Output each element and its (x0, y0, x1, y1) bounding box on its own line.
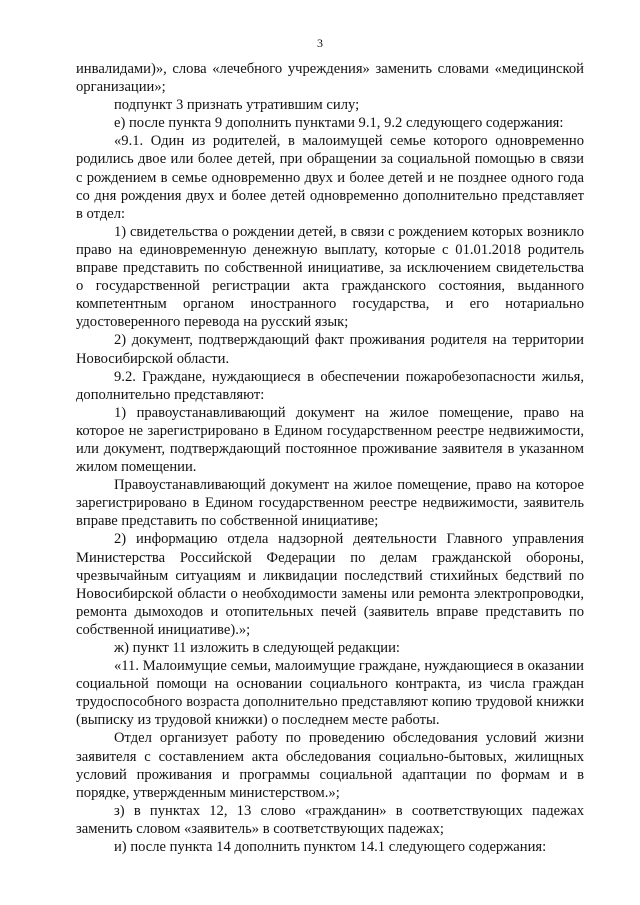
paragraph: 2) информацию отдела надзорной деятельности Главного управления Министерства Российской Федерации по делам гражданской обороны, чрезвычайным ситуациям и ликвидации последствий стихийных бедствий по Новосибирской области о необходимости замены или ремонта электропроводки, ремонта дымоходов и отопительных печей (заявитель вправе представить по собственной инициативе).»; (76, 531, 584, 638)
paragraph: инвалидами)», слова «лечебного учреждения» заменить словами «медицинской организации»; (76, 61, 584, 96)
document-body (76, 60, 584, 856)
page-number: 3 (317, 36, 323, 50)
paragraph: подпункт 3 признать утратившим силу; (114, 97, 360, 114)
paragraph: «9.1. Один из родителей, в малоимущей семье которого одновременно родились двое или более детей, при обращении за социальной помощью в связи с рождением в семье одновременно двух и более детей и не позднее одного года со дня рождения двух и более детей одновременно дополнительно представляет в отдел: (76, 133, 584, 222)
paragraph: 9.2. Граждане, нуждающиеся в обеспечении пожаробезопасности жилья, дополнительно представляют: (76, 368, 584, 403)
paragraph: 1) свидетельства о рождении детей, в связи с рождением которых возникло право на единовременную денежную выплату, которые с 01.01.2018 родитель вправе представить по собственной инициативе, за исключением свидетельства о государственной регистрации акта гражданского состояния, выданного компетентным органом иностранного государства, и его нотариально удостоверенного перевода на русский язык; (76, 223, 584, 331)
paragraph: е) после пункта 9 дополнить пунктами 9.1, 9.2 следующего содержания: (114, 115, 564, 132)
paragraph: 1) правоустанавливающий документ на жилое помещение, право на которое не зарегистрировано в Едином государственном реестре недвижимости, или документ, подтверждающий постоянное проживание заявителя в указанном жилом помещении. (76, 404, 584, 476)
paragraph: Отдел организует работу по проведению обследования условий жизни заявителя с составлением акта обследования социально-бытовых, жилищных условий проживания и программы социальной адаптации по формам и в порядке, утвержденным министерством.»; (76, 730, 584, 801)
paragraph: ж) пункт 11 изложить в следующей редакции: (114, 640, 400, 656)
paragraph: «11. Малоимущие семьи, малоимущие граждане, нуждающиеся в оказании социальной помощи на основании социального контракта, из числа граждан трудоспособного возраста дополнительно представляют копию трудовой книжки (выписку из трудовой книжки) о последнем месте работы. (76, 658, 584, 729)
paragraph: 2) документ, подтверждающий факт проживания родителя на территории Новосибирской области. (76, 332, 584, 367)
paragraph: Правоустанавливающий документ на жилое помещение, право на которое зарегистрировано в Едином государственном реестре недвижимости, заявитель вправе представить по собственной инициативе; (76, 477, 584, 530)
paragraph: и) после пункта 14 дополнить пунктом 14.1 следующего содержания: (114, 839, 547, 856)
paragraph: з) в пунктах 12, 13 слово «гражданин» в соответствующих падежах заменить словом «заявитель» в соответствующих падежах; (76, 802, 584, 837)
